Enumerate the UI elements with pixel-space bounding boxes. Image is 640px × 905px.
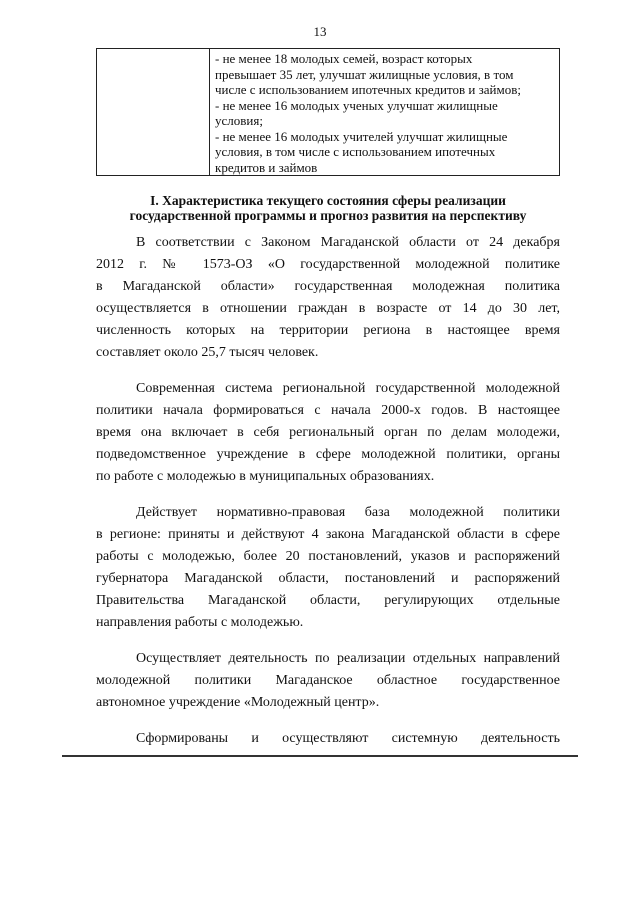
table-empty-cell <box>97 49 210 175</box>
paragraph <box>96 378 560 488</box>
text-line: автономное учреждение «Молодежный центр». <box>96 695 380 710</box>
table-line: - не менее 18 молодых семей, возраст которых <box>215 51 473 66</box>
text-line: губернатора Магаданской области, постановлений и распоряжений <box>96 571 560 586</box>
text-line: Современная система региональной государственной молодежной <box>136 381 560 396</box>
page-bottom-rule <box>62 755 578 757</box>
text-line: В соответствии с Законом Магаданской области от 24 декабря <box>136 235 560 250</box>
paragraph <box>96 648 560 714</box>
text-line: направления работы с молодежью. <box>96 615 304 630</box>
table-line: - не менее 16 молодых ученых улучшат жилищные <box>215 97 498 113</box>
table-line: кредитов и займов <box>215 159 318 175</box>
text-line: Действует нормативно-правовая база молодежной политики <box>136 505 560 520</box>
text-line: подведомственное учреждение в сфере молодежной политики, органы <box>96 447 560 462</box>
paragraph <box>96 728 560 750</box>
table-line: условия, в том числе с использованием ипотечных <box>215 144 496 159</box>
text-line: численность которых на территории региона в настоящее время <box>96 323 560 338</box>
section-heading-line: государственной программы и прогноз развития на перспективу <box>129 208 527 223</box>
goals-table <box>96 48 560 176</box>
table-line: числе с использованием ипотечных кредитов и займов; <box>215 82 521 97</box>
section-heading-line: I. Характеристика текущего состояния сферы реализации <box>150 193 506 208</box>
text-line: осуществляется в отношении граждан в возрасте от 14 до 30 лет, <box>96 301 560 316</box>
table-text-cell <box>210 49 559 175</box>
text-line: составляет около 25,7 тысяч человек. <box>96 345 319 360</box>
text-line: в Магаданской области» государственная молодежная политика <box>96 279 560 294</box>
text-line: работы с молодежью, более 20 постановлений, указов и распоряжений <box>96 549 560 564</box>
table-line: условия; <box>215 113 263 128</box>
text-line: Правительства Магаданской области, регулирующих отдельные <box>96 593 560 608</box>
text-line: по работе с молодежью в муниципальных образованиях. <box>96 469 435 484</box>
text-line: 2012 г. № 1573-ОЗ «О государственной молодежной политике <box>96 257 560 272</box>
table-line: - не менее 16 молодых учителей улучшат жилищные <box>215 128 508 144</box>
text-line: Сформированы и осуществляют системную деятельность <box>136 731 560 746</box>
text-line: в регионе: приняты и действуют 4 закона Магаданской области в сфере <box>96 527 560 542</box>
text-line: Осуществляет деятельность по реализации отдельных направлений <box>136 651 560 666</box>
text-line: молодежной политики Магаданское областное государственное <box>96 673 560 688</box>
page-number: 13 <box>313 24 327 39</box>
paragraph <box>96 502 560 634</box>
section-heading <box>96 193 560 223</box>
paragraph <box>96 232 560 364</box>
text-line: время она включает в себя региональный орган по делам молодежи, <box>96 425 560 440</box>
table-line: превышает 35 лет, улучшат жилищные условия, в том <box>215 66 514 82</box>
body-text <box>96 232 560 764</box>
text-line: политики начала формироваться с начала 2000-х годов. В настоящее <box>96 403 560 418</box>
